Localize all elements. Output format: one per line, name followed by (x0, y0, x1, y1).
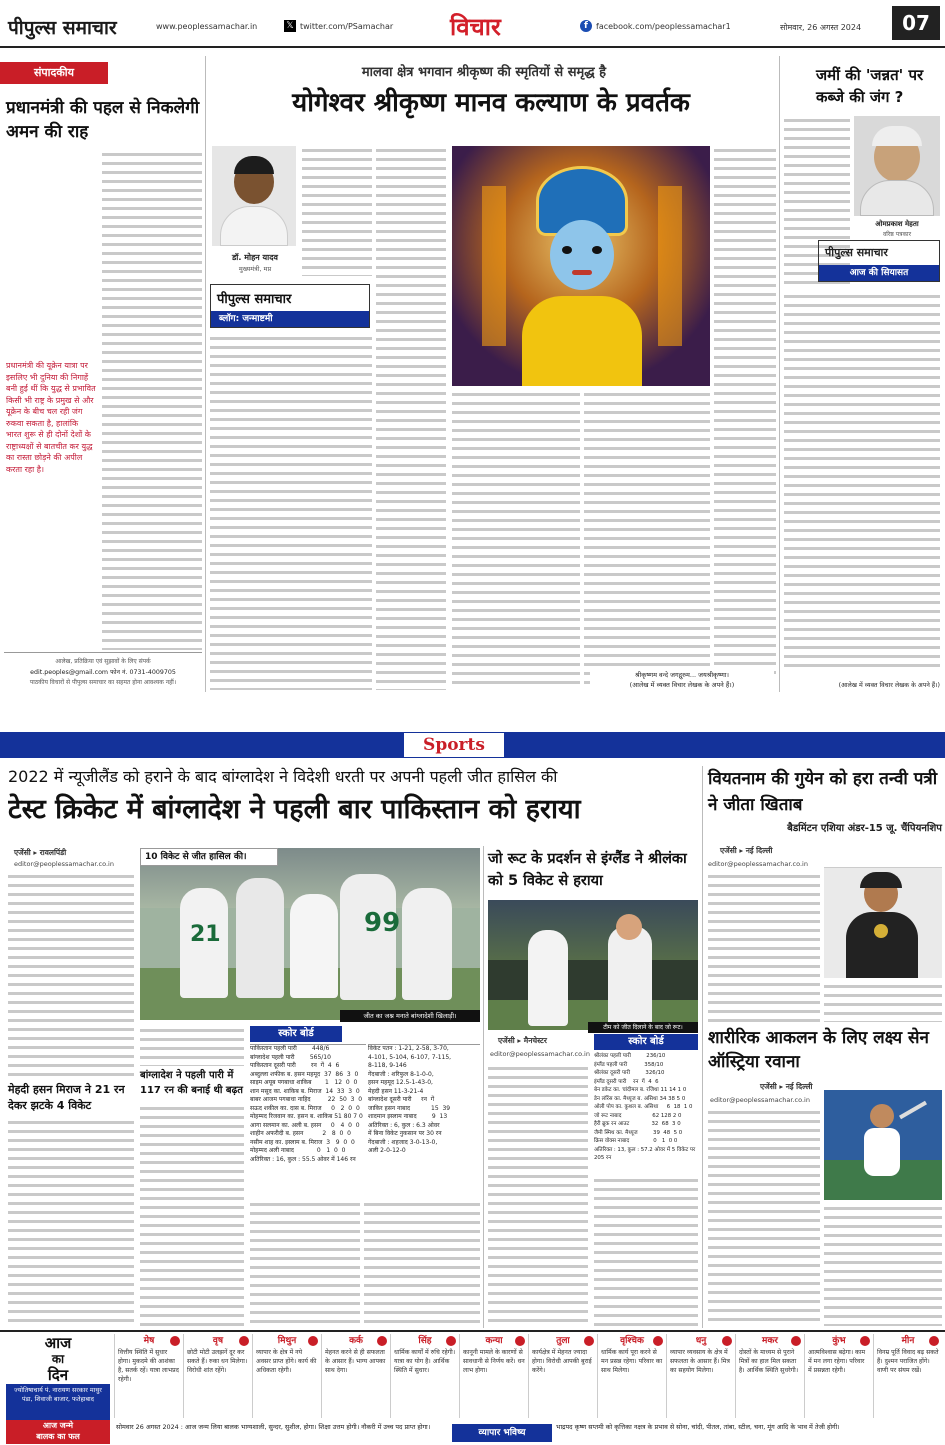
eng-headline: जो रूट के प्रदर्शन से इंग्लैंड ने श्रीलंका को 5 विकेट से हराया (488, 851, 687, 889)
zodiac-sign (804, 1334, 873, 1418)
vn-sub: बैडमिंटन एशिया अंडर-15 जू. चैंपियनशिप (787, 823, 942, 834)
zodiac-sign-name: कर्क (349, 1336, 363, 1346)
zodiac-sign-text: दोस्तों के माध्यम से पुराने मित्रों का हाल मिल सकता है। आर्थिक स्थिति सुधरेगी। (739, 1349, 799, 1374)
main-body-col1a (302, 146, 372, 276)
sports-byline: एजेंसी ▸ रावलपिंडी (14, 848, 67, 857)
zodiac-sign-text: मेहनत करने से ही सफलता के आसार हैं। भाग्य आपका साथ देगा। (325, 1349, 386, 1374)
editorial-footer-line3: पाठकीय विचारों से पीपुल्स समाचार का सहमत होना आवश्यक नहीं। (29, 679, 177, 686)
zodiac-sign-name: वृष (212, 1336, 224, 1346)
main-closing: (आलेख में व्यक्त विचार लेखक के अपने हैं।) (590, 680, 774, 689)
zodiac-sign-name: वृश्चिक (620, 1336, 644, 1346)
astrologer-box: ज्योतिषाचार्य पं. नारायण सरकार माथुर पंडा, शिवाजी बाजार, फतेहाबाद (6, 1384, 110, 1420)
website-text: www.peoplessamachar.in (156, 22, 258, 31)
sports-body-6 (364, 1200, 480, 1326)
lakshya-headline: शारीरिक आकलन के लिए लक्ष्य सेन ऑस्ट्रिया रवाना (708, 1028, 929, 1072)
main-headline: योगेश्वर श्रीकृष्ण मानव कल्याण के प्रवर्तक (292, 88, 690, 118)
eng-scoreboard: श्रीलंका पहली पारी 236/10 इंग्लैंड पहली पारी 358/10 श्रीलंका दूसरी पारी 326/10 इंग्लैंड दूसरी पारी रन गें 4 6 बेन डकेट का. चांदीमल ब. रजिथा 11 14 1 0 डेन लॉरेंस का. मैथ्यूज ब. असिथा 34 38 5 0 ओली पोप का. कुशल ब. असिथा 6 18 1 0 जो रूट नाबाद 62 128 2 0 हैरी ब्रुक रन आउट 32 68 3 0 जैमी स्मिथ का. मैथ्यूज 39 48 5 0 क्रिस वोक्स नाबाद 0 1 0 0 अतिरिक्त : 13, कुल : 57.2 ओवर में 5 विकेट पर 205 रन (594, 1053, 696, 1161)
sports-body-1 (8, 872, 134, 1082)
lakshya-photo (824, 1090, 942, 1200)
eng-byline: एजेंसी ▸ मैनचेस्टर (498, 1036, 547, 1045)
zodiac-sign-text: कानूनी मामले के कारणों से सावधानी से निर्णय करें। धन लाभ होगा। (463, 1349, 525, 1374)
main-body-col1c (376, 146, 446, 690)
zodiac-row (114, 1334, 942, 1418)
zodiac-sign (735, 1334, 804, 1418)
sports-sub2: बांग्लादेश ने पहली पारी में 117 रन की बनाई थी बढ़त (140, 1070, 243, 1096)
x-icon: 𝕏 (284, 20, 296, 32)
zodiac-sign-text: धार्मिक कार्य पूरा करने से मन प्रसन्न रहेगा। परिवार का साथ मिलेगा। (601, 1349, 663, 1374)
editorial-headline: प्रधानमंत्री की पहल से निकलेगी अमन की राह (6, 98, 200, 142)
blog-tag: ब्लॉग: जन्माष्टमी (211, 311, 369, 327)
right-body-b (784, 292, 940, 670)
horoscope-title1: आज (44, 1334, 72, 1352)
sports-body-3 (140, 1026, 244, 1066)
sports-headline: टेस्ट क्रिकेट में बांग्लादेश ने पहली बार पाकिस्तान को हराया (8, 794, 581, 825)
vn-headline: वियतनाम की गुयेन को हरा तन्वी पत्री ने जीता खिताब (708, 769, 938, 815)
zodiac-sign-text: छोटी मोटी उलझनें दूर कर सकते हैं। रुका धन मिलेगा। विरोधी शांत रहेंगे। (187, 1349, 248, 1374)
zodiac-sign (528, 1334, 597, 1418)
right-author-photo (854, 116, 940, 216)
sports-label: Sports (404, 733, 504, 757)
zodiac-symbol-icon (446, 1336, 456, 1346)
sports-divider-2 (702, 766, 703, 1328)
main-body-col4 (714, 146, 776, 676)
zodiac-sign-name: धनु (695, 1336, 707, 1346)
main-body-col3 (584, 390, 710, 690)
zodiac-sign-text: धार्मिक कार्यों में रुचि रहेगी। यात्रा का योग है। आर्थिक स्थिति में सुधार। (394, 1349, 456, 1374)
right-brand: पीपुल्स समाचार (825, 246, 888, 259)
newborn-box (6, 1420, 110, 1444)
scoreboard-left: पाकिस्तान पहली पारी 448/6 बांग्लादेश पहली पारी 565/10 पाकिस्तान दूसरी पारी रन गें 4 6 अब्दुल्ला शफीक ब. हसन महमूद 37 86 3 0 साइम अयूब पगबाधा शाकिब 1 12 0 0 शान मसूद का. शाकिब ब. मिराज 14 33 3 0 बाबर आजम पगबाधा नाहिद 22 50 3 0 सऊद शकील का. दास ब. मिराज 0 2 0 0 मोहम्मद रिजवान का. हसन ब. शाकिब 51 80 7 0 आगा सलमान का. अली ब. हसन 0 4 0 0 शाहीन अफरीदी ब. हसन 2 8 0 0 नसीम शाह का. इस्लाम ब. मिराज 3 9 0 0 मोहम्मद अली नाबाद 0 1 0 0 अतिरिक्त : 16, कुल : 55.5 ओवर में 146 रन (250, 1044, 366, 1196)
scoreboard-mid: विकेट पतन : 1-21, 2-58, 3-70, 4-101, 5-104, 6-107, 7-115, 8-118, 9-146 गेंदबाजी : शरिफुल 8-1-0-0, हसन महमूद 12.5-1-43-0, मेहदी हसन 11-3-21-4 बांग्लादेश दूसरी पारी रन गें जाकिर हसन नाबाद 15 39 शादमान इस्लाम नाबाद 9 13 अतिरिक्त : 6, कुल : 6.3 ओवर में बिना विकेट नुकसान पर 30 रन गेंदबाजी : शहजाद 3-0-13-0, अली 2-0-12-0 (368, 1044, 480, 1196)
blog-box (210, 284, 370, 328)
eng-email[interactable]: editor@peoplessamachar.co.in (490, 1050, 590, 1058)
photo-banner-text: 10 विकेट से जीत हासिल की। (145, 852, 247, 862)
horoscope-title3: दिन (47, 1366, 69, 1384)
author-role: मुख्यमंत्री, मप्र (238, 265, 272, 273)
main-kicker: मालवा क्षेत्र भगवान श्रीकृष्ण की स्मृतियों से समृद्ध है (361, 65, 607, 80)
lakshya-byline: एजेंसी ▸ नई दिल्ली (760, 1082, 813, 1091)
zodiac-sign (252, 1334, 321, 1418)
sports-divider-1 (483, 846, 484, 1328)
author-name: डॉ. मोहन यादव (232, 253, 278, 262)
eng-photo (488, 900, 698, 1030)
editorial-footer (4, 652, 202, 692)
sports-body-2 (8, 1118, 134, 1326)
brand-logo: पीपुल्स समाचार (8, 17, 117, 39)
vn-byline: एजेंसी ▸ नई दिल्ली (720, 846, 773, 855)
editorial-body (102, 150, 202, 650)
zodiac-sign (873, 1334, 942, 1418)
zodiac-sign-text: व्यापार के क्षेत्र में नये अवसर प्राप्त होंगे। कार्य की अधिकता रहेगी। (256, 1349, 317, 1374)
market-label: व्यापार भविष्य (452, 1424, 552, 1442)
zodiac-sign-text: व्यापार व्यवसाय के क्षेत्र में सफलता के आसार हैं। मित्र का सहयोग मिलेगा। (670, 1349, 730, 1374)
eng-body-2 (594, 1176, 698, 1326)
zodiac-sign-name: मिथुन (277, 1336, 297, 1346)
zodiac-sign (666, 1334, 735, 1418)
zodiac-symbol-icon (377, 1336, 387, 1346)
editorial-pullquote: प्रधानमंत्री की यूक्रेन यात्रा पर इसलिए भी दुनिया की निगाहें बनी हुई थीं कि युद्ध से प्रभावित किसी भी राष्ट्र के प्रमुख से और यूक्रेन के बीच चल रही जंग रुकवा सकता है, हालांकि भारत शुरू से ही दोनों देशों के राष्ट्राध्यक्षों से बातचीत कर युद्ध का रास्ता छोड़ने की अपील करता रहा है। (6, 361, 96, 474)
sports-kicker: 2022 में न्यूजीलैंड को हराने के बाद बांग्लादेश ने विदेशी धरती पर अपनी पहली जीत हासिल की (8, 767, 558, 786)
zodiac-symbol-icon (239, 1336, 249, 1346)
lakshya-body (708, 1108, 820, 1326)
column-divider-right (779, 56, 780, 692)
zodiac-sign-text: वित्तीय स्थिति में सुधार होगा। मुकदमे की आशंका है, सतर्क रहें। यात्रा लाभप्रद रहेगी। (118, 1349, 179, 1383)
zodiac-symbol-icon (308, 1336, 318, 1346)
right-brand-box (818, 240, 940, 282)
page-number: 07 (892, 6, 940, 40)
zodiac-sign (114, 1334, 183, 1418)
zodiac-sign-name: मीन (901, 1336, 915, 1346)
zodiac-symbol-icon (653, 1336, 663, 1346)
lakshya-body-2 (824, 1204, 942, 1326)
masthead-bar (0, 0, 945, 48)
zodiac-symbol-icon (929, 1336, 939, 1346)
zodiac-sign-name: सिंह (418, 1336, 432, 1346)
column-divider (205, 56, 206, 692)
zodiac-sign (183, 1334, 252, 1418)
eng-scoreboard-title: स्कोर बोर्ड (594, 1034, 698, 1050)
sports-email[interactable]: editor@peoplessamachar.co.in (14, 860, 114, 868)
zodiac-sign-text: कार्यक्षेत्र में मेहनत ज्यादा होगा। विरोधी आपकी बुराई करेंगे। (532, 1349, 592, 1374)
zodiac-symbol-icon (722, 1336, 732, 1346)
right-tag: आज की सियासत (819, 265, 939, 281)
photo-banner (140, 848, 278, 866)
right-author-role: वरिष्ठ पत्रकार (882, 231, 912, 238)
lakshya-email[interactable]: editor@peoplessamachar.co.in (710, 1096, 810, 1104)
blog-brand: पीपुल्स समाचार (217, 292, 292, 307)
sports-sub1: मेहदी हसन मिराज ने 21 रन देकर झटके 4 विकेट (8, 1083, 125, 1112)
bangladesh-photo: 99 21 (140, 848, 480, 1020)
scoreboard-title: स्कोर बोर्ड (250, 1026, 342, 1042)
facebook-handle: facebook.com/peoplessamachar1 (596, 22, 731, 31)
vn-email[interactable]: editor@peoplessamachar.co.in (708, 860, 808, 868)
eng-body (488, 1064, 588, 1326)
newborn-label2: बालक का फल (36, 1432, 80, 1441)
zodiac-sign (321, 1334, 390, 1418)
section-title: विचार (450, 13, 501, 41)
date-text: सोमवार, 26 अगस्त 2024 (780, 23, 862, 32)
zodiac-sign (597, 1334, 666, 1418)
zodiac-symbol-icon (515, 1336, 525, 1346)
editorial-label: संपादकीय (0, 62, 108, 84)
vn-body-2 (824, 982, 942, 1022)
eng-photo-caption: टीम को जीत दिलाने के बाद जो रूट। (588, 1022, 698, 1033)
right-author-name: ओमप्रकाश मेहता (875, 220, 919, 228)
zodiac-sign-name: मेष (143, 1336, 155, 1346)
newborn-label1: आज जन्मे (42, 1421, 74, 1430)
photo-caption: जीत का जश्न मनाते बांग्लादेशी खिलाड़ी। (340, 1010, 480, 1022)
vn-photo (824, 846, 942, 978)
editorial-footer-line1: आलेख, प्रतिक्रिया एवं सुझावों के लिए संपर्क (55, 658, 151, 665)
zodiac-sign-name: तुला (556, 1336, 570, 1346)
zodiac-symbol-icon (860, 1336, 870, 1346)
sports-body-5 (250, 1200, 360, 1326)
main-signoff: श्रीकृष्णम वन्दे जगद्गुरुम... जयश्रीकृष्णा। (590, 670, 774, 679)
vn-body (708, 872, 820, 1022)
horoscope-title2: का (51, 1352, 65, 1366)
zodiac-sign-name: कुंभ (832, 1336, 846, 1346)
sports-body-4 (140, 1104, 244, 1326)
right-headline: जमीं की 'जन्नत' पर कब्जे की जंग ? (816, 66, 924, 106)
zodiac-sign-text: विनम्र पूर्ति विवाद बढ़ सकते हैं। दुश्मन पराजित होंगे। वाणी पर संयम रखें। (877, 1349, 939, 1374)
market-text: भाद्रपद कृष्ण सप्तमी को कृत्तिका नक्षत्र के प्रभाव से सोना, चांदी, पीतल, तांबा, स्टील, चना, मूंग आदि के भाव में तेजी होगी। (556, 1423, 840, 1431)
twitter-handle: twitter.com/PSamachar (300, 22, 394, 31)
zodiac-sign-name: कन्या (485, 1336, 503, 1346)
main-body-col1b (210, 334, 372, 690)
zodiac-sign (390, 1334, 459, 1418)
author-photo (212, 146, 296, 246)
zodiac-symbol-icon (584, 1336, 594, 1346)
krishna-image (452, 146, 710, 386)
newborn-text: सोमवार 26 अगस्त 2024 : आज जन्म लिया बालक भाग्यशाली, सुन्दर, सुशील, होगा। शिक्षा उत्तम होगी। नौकरी में उच्च पद प्राप्त होगा। (116, 1423, 431, 1431)
zodiac-sign (459, 1334, 528, 1418)
editorial-footer-email[interactable]: edit.peoples@gmail.com फोन नं. 0731-4009705 (30, 669, 176, 676)
facebook-icon: f (580, 20, 592, 32)
main-body-col2 (452, 390, 580, 690)
zodiac-symbol-icon (791, 1336, 801, 1346)
right-closing: (आलेख में व्यक्त विचार लेखक के अपने हैं।) (838, 682, 940, 689)
zodiac-symbol-icon (170, 1336, 180, 1346)
zodiac-sign-name: मकर (762, 1336, 778, 1346)
zodiac-sign-text: आत्मविश्वास बढ़ेगा। काम में मन लगा रहेगा। परिवार में प्रसन्नता रहेगी। (808, 1349, 866, 1374)
